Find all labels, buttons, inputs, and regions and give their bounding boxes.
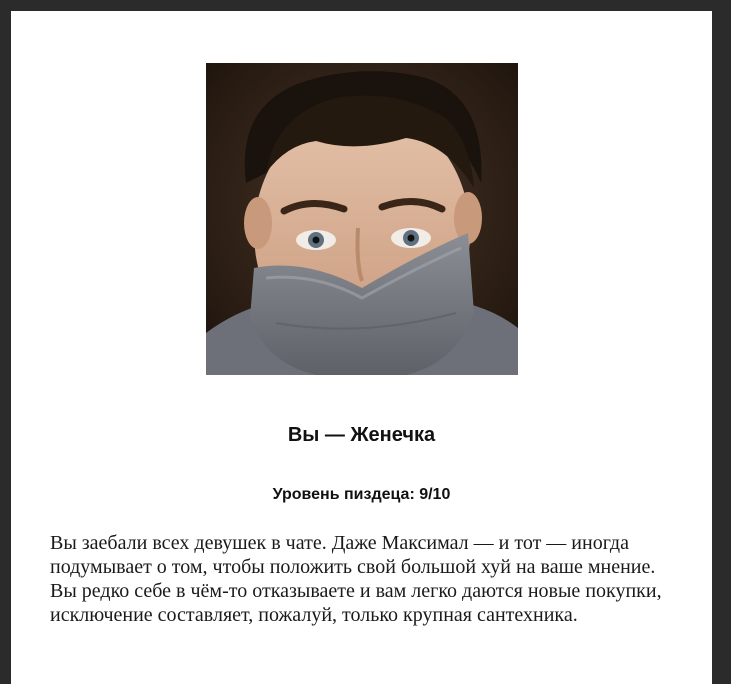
result-portrait-image: [206, 63, 518, 375]
result-description: Вы заебали всех девушек в чате. Даже Максимал — и тот — иногда подумывает о том, чтобы положить свой большой хуй на ваше мнение. Вы редко себе в чём-то отказываете и вам легко даются новые покупки, исключение составляет, пожалуй, только крупная сантехника.: [50, 532, 662, 626]
result-title: Вы — Женечка: [287, 424, 436, 446]
result-card: [11, 11, 712, 684]
result-level: Уровень пиздеца: 9/10: [272, 486, 451, 503]
